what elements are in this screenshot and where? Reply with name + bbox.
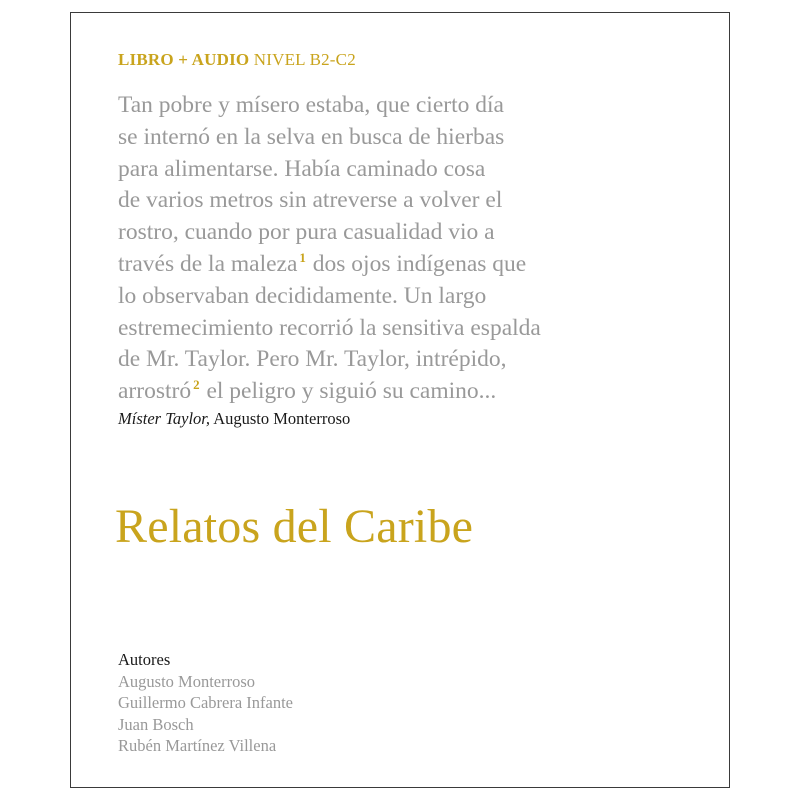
quote-line: de varios metros sin atreverse a volver el xyxy=(118,187,503,214)
authors-list xyxy=(118,649,293,757)
footnote-marker-1: 1 xyxy=(299,249,306,265)
authors-heading: Autores xyxy=(118,650,171,669)
author-name: Juan Bosch xyxy=(118,714,194,734)
author-name: Augusto Monterroso xyxy=(118,671,256,691)
quote-line xyxy=(118,249,718,281)
quote-line xyxy=(118,376,718,408)
quote-line: Tan pobre y mísero estaba, que cierto día xyxy=(118,92,504,118)
book-title: Relatos del Caribe xyxy=(115,500,474,553)
footnote-marker-2: 2 xyxy=(193,377,200,393)
quote-attribution xyxy=(118,409,350,429)
quote-text: dos ojos indígenas que xyxy=(312,250,527,277)
quote-line: de Mr. Taylor. Pero Mr. Taylor, intrépido, xyxy=(118,346,507,373)
quote-line: se internó en la selva en busca de hierbas xyxy=(118,123,505,150)
author-name: Rubén Martínez Villena xyxy=(118,736,277,756)
quote-line: lo observaban decididamente. Un largo xyxy=(118,282,487,309)
quote-text: el peligro y siguió su camino... xyxy=(206,378,497,405)
edition-label xyxy=(118,50,356,70)
author-name: Guillermo Cabrera Infante xyxy=(118,693,294,713)
edition-level: NIVEL B2-C2 xyxy=(253,50,356,69)
attribution-work: Míster Taylor, xyxy=(118,409,210,428)
book-cover xyxy=(70,12,730,788)
quote-excerpt xyxy=(118,90,718,408)
attribution-author: Augusto Monterroso xyxy=(213,409,351,428)
quote-line: para alimentarse. Había caminado cosa xyxy=(118,155,486,182)
edition-format: LIBRO + AUDIO xyxy=(118,50,250,69)
quote-text: arrostró xyxy=(118,378,192,405)
quote-line: estremecimiento recorrió la sensitiva espalda xyxy=(118,314,541,341)
quote-line: rostro, cuando por pura casualidad vio a xyxy=(118,219,495,246)
quote-text: través de la maleza xyxy=(118,250,298,277)
